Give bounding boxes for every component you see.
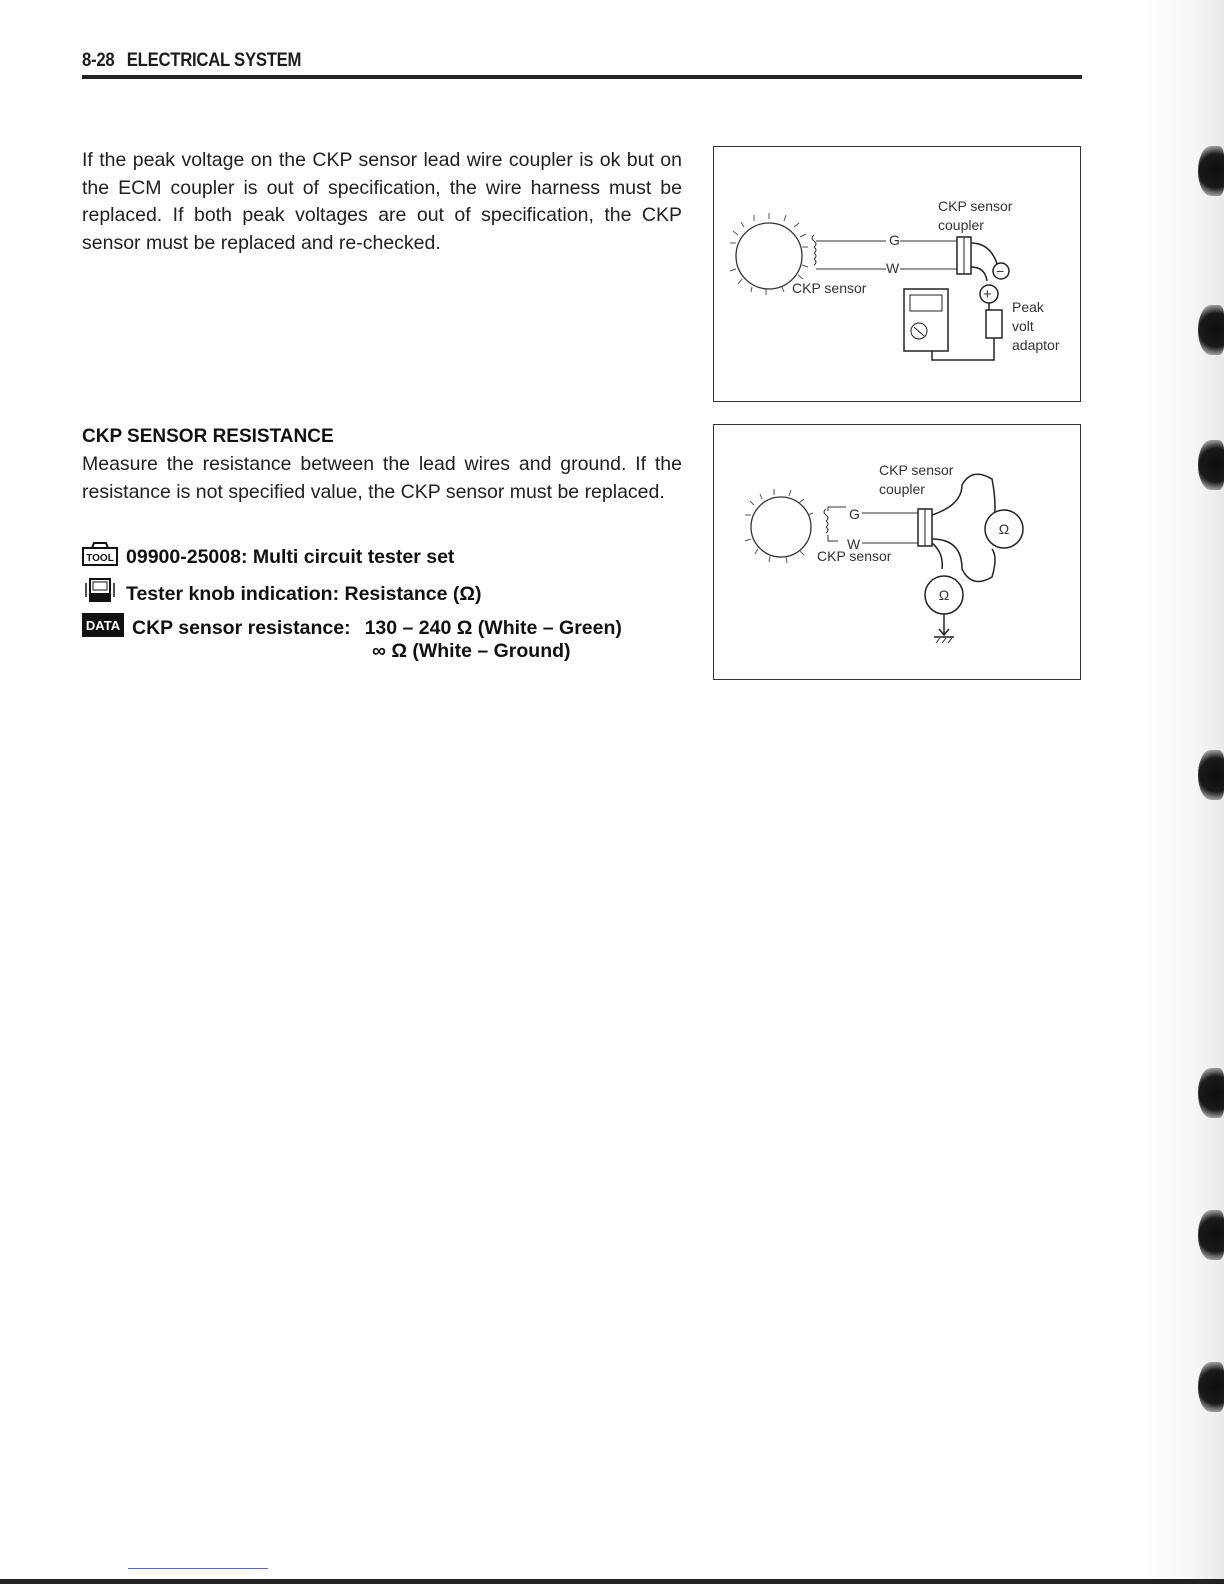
peak-voltage-diagram (714, 147, 1080, 401)
peak-voltage-figure (713, 146, 1081, 402)
binder-hole (1198, 440, 1224, 490)
adaptor-label-2: volt (1012, 318, 1034, 334)
ohm-bottom-label: Ω (938, 587, 950, 603)
data-spec-2 (372, 640, 571, 663)
coupler-label-2: coupler (938, 217, 984, 233)
knob-text: Tester knob indication: Resistance (Ω) (126, 582, 482, 605)
bottom-border (0, 1579, 1224, 1584)
coupler-label-1: CKP sensor (879, 462, 954, 478)
binder-hole (1198, 1210, 1224, 1260)
ohm-top-label: Ω (998, 521, 1010, 537)
resistance-figure (713, 424, 1081, 680)
bottom-link-rule (128, 1568, 268, 1569)
resistance-diagram (714, 425, 1080, 679)
wire-g-label: G (889, 232, 900, 248)
adaptor-label-3: adaptor (1012, 337, 1060, 353)
data-label: CKP sensor resistance: (132, 616, 351, 639)
svg-text:DATA: DATA (85, 618, 121, 633)
peak-volt-adaptor (986, 310, 1002, 338)
binder-hole (1198, 750, 1224, 800)
tester-knob-icon (82, 577, 118, 611)
knob-spec (82, 577, 482, 611)
sensor-rotor (751, 497, 811, 557)
tool-icon (82, 542, 118, 572)
intro-paragraph: If the peak voltage on the CKP sensor lead wire coupler is ok but on the ECM coupler is out of specification, the wire harness must be replaced. If both peak voltages are out of specification, the CKP sensor must be replaced and re-checked. (82, 149, 682, 254)
binder-hole (1198, 146, 1224, 196)
data-value-2: ∞ Ω (White – Ground) (372, 640, 571, 662)
wire-g-label: G (849, 506, 860, 522)
plus-sign: + (983, 286, 992, 303)
data-value-1: 130 – 240 Ω (White – Green) (364, 616, 622, 639)
sensor-label: CKP sensor (817, 548, 892, 564)
binder-hole (1198, 1068, 1224, 1118)
sensor-label: CKP sensor (792, 280, 867, 296)
tool-spec (82, 542, 454, 572)
coupler-label-2: coupler (879, 481, 925, 497)
binder-hole (1198, 305, 1224, 355)
coupler-label-1: CKP sensor (938, 198, 1013, 214)
wire-w-label: W (886, 260, 900, 276)
resistance-title: CKP SENSOR RESISTANCE (82, 426, 334, 447)
page-number: 8-28 (82, 50, 115, 71)
header-rule (82, 75, 1082, 79)
adaptor-label-1: Peak (1012, 299, 1044, 315)
section-title: ELECTRICAL SYSTEM (126, 50, 302, 71)
minus-sign: − (996, 263, 1005, 279)
tool-text: 09900-25008: Multi circuit tester set (126, 545, 455, 568)
binder-hole (1198, 1362, 1224, 1412)
svg-text:TOOL: TOOL (86, 553, 114, 564)
page-header (82, 50, 962, 72)
wire-w-label: W (847, 536, 861, 552)
resistance-paragraph: Measure the resistance between the lead wires and ground. If the resistance is not specified value, the CKP sensor must be replaced. (82, 453, 682, 503)
data-icon (82, 612, 124, 644)
